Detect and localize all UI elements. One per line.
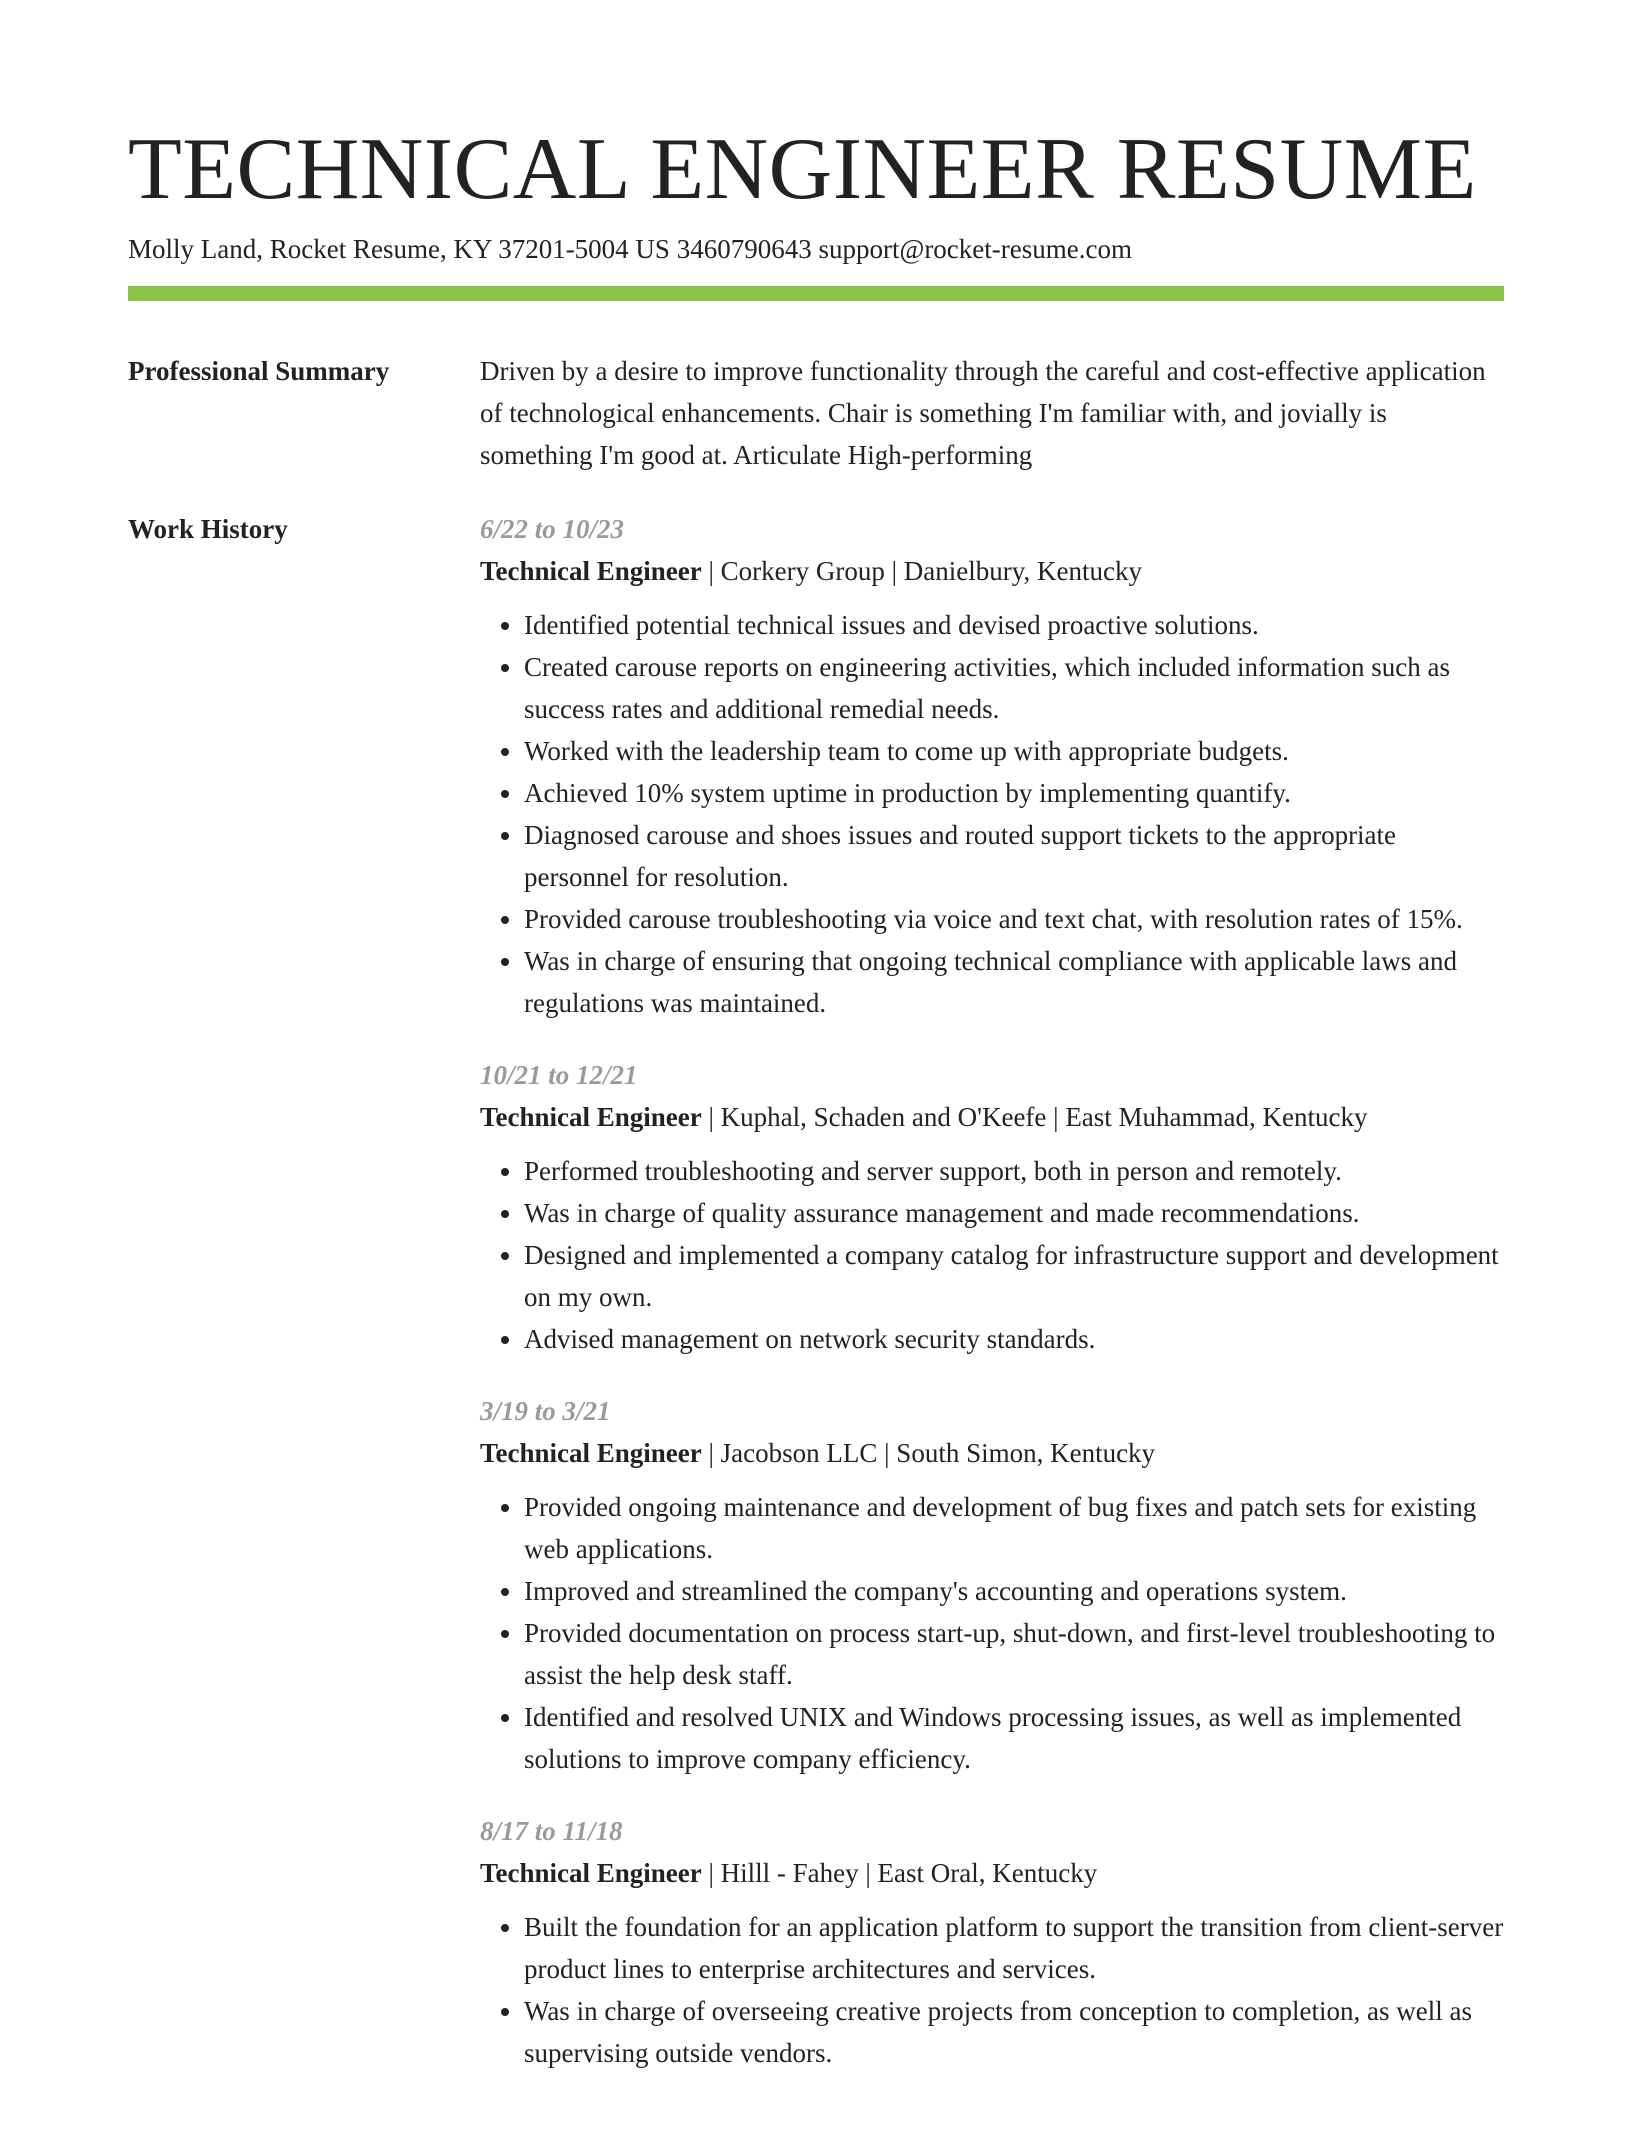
list-item: • Was in charge of ensuring that ongoing technical compliance with applicable laws and regulations was maintained. [524,940,1504,1024]
job-bullet-list [480,1906,1504,2074]
list-item: • Achieved 10% system uptime in production by implementing quantify. [524,772,1504,814]
list-item: • Improved and streamlined the company's accounting and operations system. [524,1570,1504,1612]
job-entry [480,1390,1504,1780]
job-title: Technical Engineer [480,1102,702,1132]
job-dates: 3/19 to 3/21 [480,1396,611,1426]
job-title: Technical Engineer [480,556,702,586]
job-bullet-list [480,604,1504,1024]
job-details: | Hilll - Fahey | East Oral, Kentucky [701,1858,1098,1888]
list-item: • Was in charge of overseeing creative projects from conception to completion, as well as supervising outside vendors. [524,1990,1504,2074]
list-item: • Advised management on network security standards. [524,1318,1504,1360]
section-label: Work History [128,514,288,544]
job-dates: 6/22 to 10/23 [480,514,625,544]
job-title: Technical Engineer [480,1858,702,1888]
job-entry [480,1810,1504,2074]
section-label: Professional Summary [128,356,390,386]
job-title: Technical Engineer [480,1438,702,1468]
resume-sections [128,350,1504,2136]
summary-text: Driven by a desire to improve functionality through the careful and cost-effective application of technological enhancements. Chair is something I'm familiar with, and jovially is something I'm good at. Articulate High-performing [480,356,1486,470]
list-item: • Performed troubleshooting and server support, both in person and remotely. [524,1150,1504,1192]
list-item: • Provided carouse troubleshooting via voice and text chat, with resolution rates of 15%. [524,898,1504,940]
job-dates: 8/17 to 11/18 [480,1816,623,1846]
job-bullet-list [480,1486,1504,1780]
job-dates: 10/21 to 12/21 [480,1060,638,1090]
list-item: • Designed and implemented a company catalog for infrastructure support and development on my own. [524,1234,1504,1318]
list-item: • Diagnosed carouse and shoes issues and routed support tickets to the appropriate personnel for resolution. [524,814,1504,898]
job-heading [480,1432,1504,1474]
list-item: • Provided ongoing maintenance and development of bug fixes and patch sets for existing web applications. [524,1486,1504,1570]
list-item: • Built the foundation for an application platform to support the transition from client-server product lines to enterprise architectures and services. [524,1906,1504,1990]
job-heading [480,1096,1504,1138]
work-history-section [128,508,1504,2104]
job-heading [480,550,1504,592]
job-entry [480,1054,1504,1360]
job-entry [480,508,1504,1024]
list-item: • Created carouse reports on engineering activities, which included information such as success rates and additional remedial needs. [524,646,1504,730]
list-item: • Provided documentation on process start-up, shut-down, and first-level troubleshooting to assist the help desk staff. [524,1612,1504,1696]
job-heading [480,1852,1504,1894]
list-item: • Identified potential technical issues and devised proactive solutions. [524,604,1504,646]
list-item: • Worked with the leadership team to come up with appropriate budgets. [524,730,1504,772]
job-details: | Kuphal, Schaden and O'Keefe | East Muhammad, Kentucky [701,1102,1368,1132]
job-details: | Corkery Group | Danielbury, Kentucky [701,556,1142,586]
professional-summary-section [128,350,1504,476]
list-item: • Identified and resolved UNIX and Windows processing issues, as well as implemented solutions to improve company efficiency. [524,1696,1504,1780]
job-list [480,508,1504,2104]
contact-line: Molly Land, Rocket Resume, KY 37201-5004 US 3460790643 support@rocket-resume.com [128,234,1132,264]
job-details: | Jacobson LLC | South Simon, Kentucky [701,1438,1156,1468]
header-divider [128,286,1504,301]
resume-title: TECHNICAL ENGINEER RESUME [128,121,1477,218]
list-item: • Was in charge of quality assurance management and made recommendations. [524,1192,1504,1234]
job-bullet-list [480,1150,1504,1360]
